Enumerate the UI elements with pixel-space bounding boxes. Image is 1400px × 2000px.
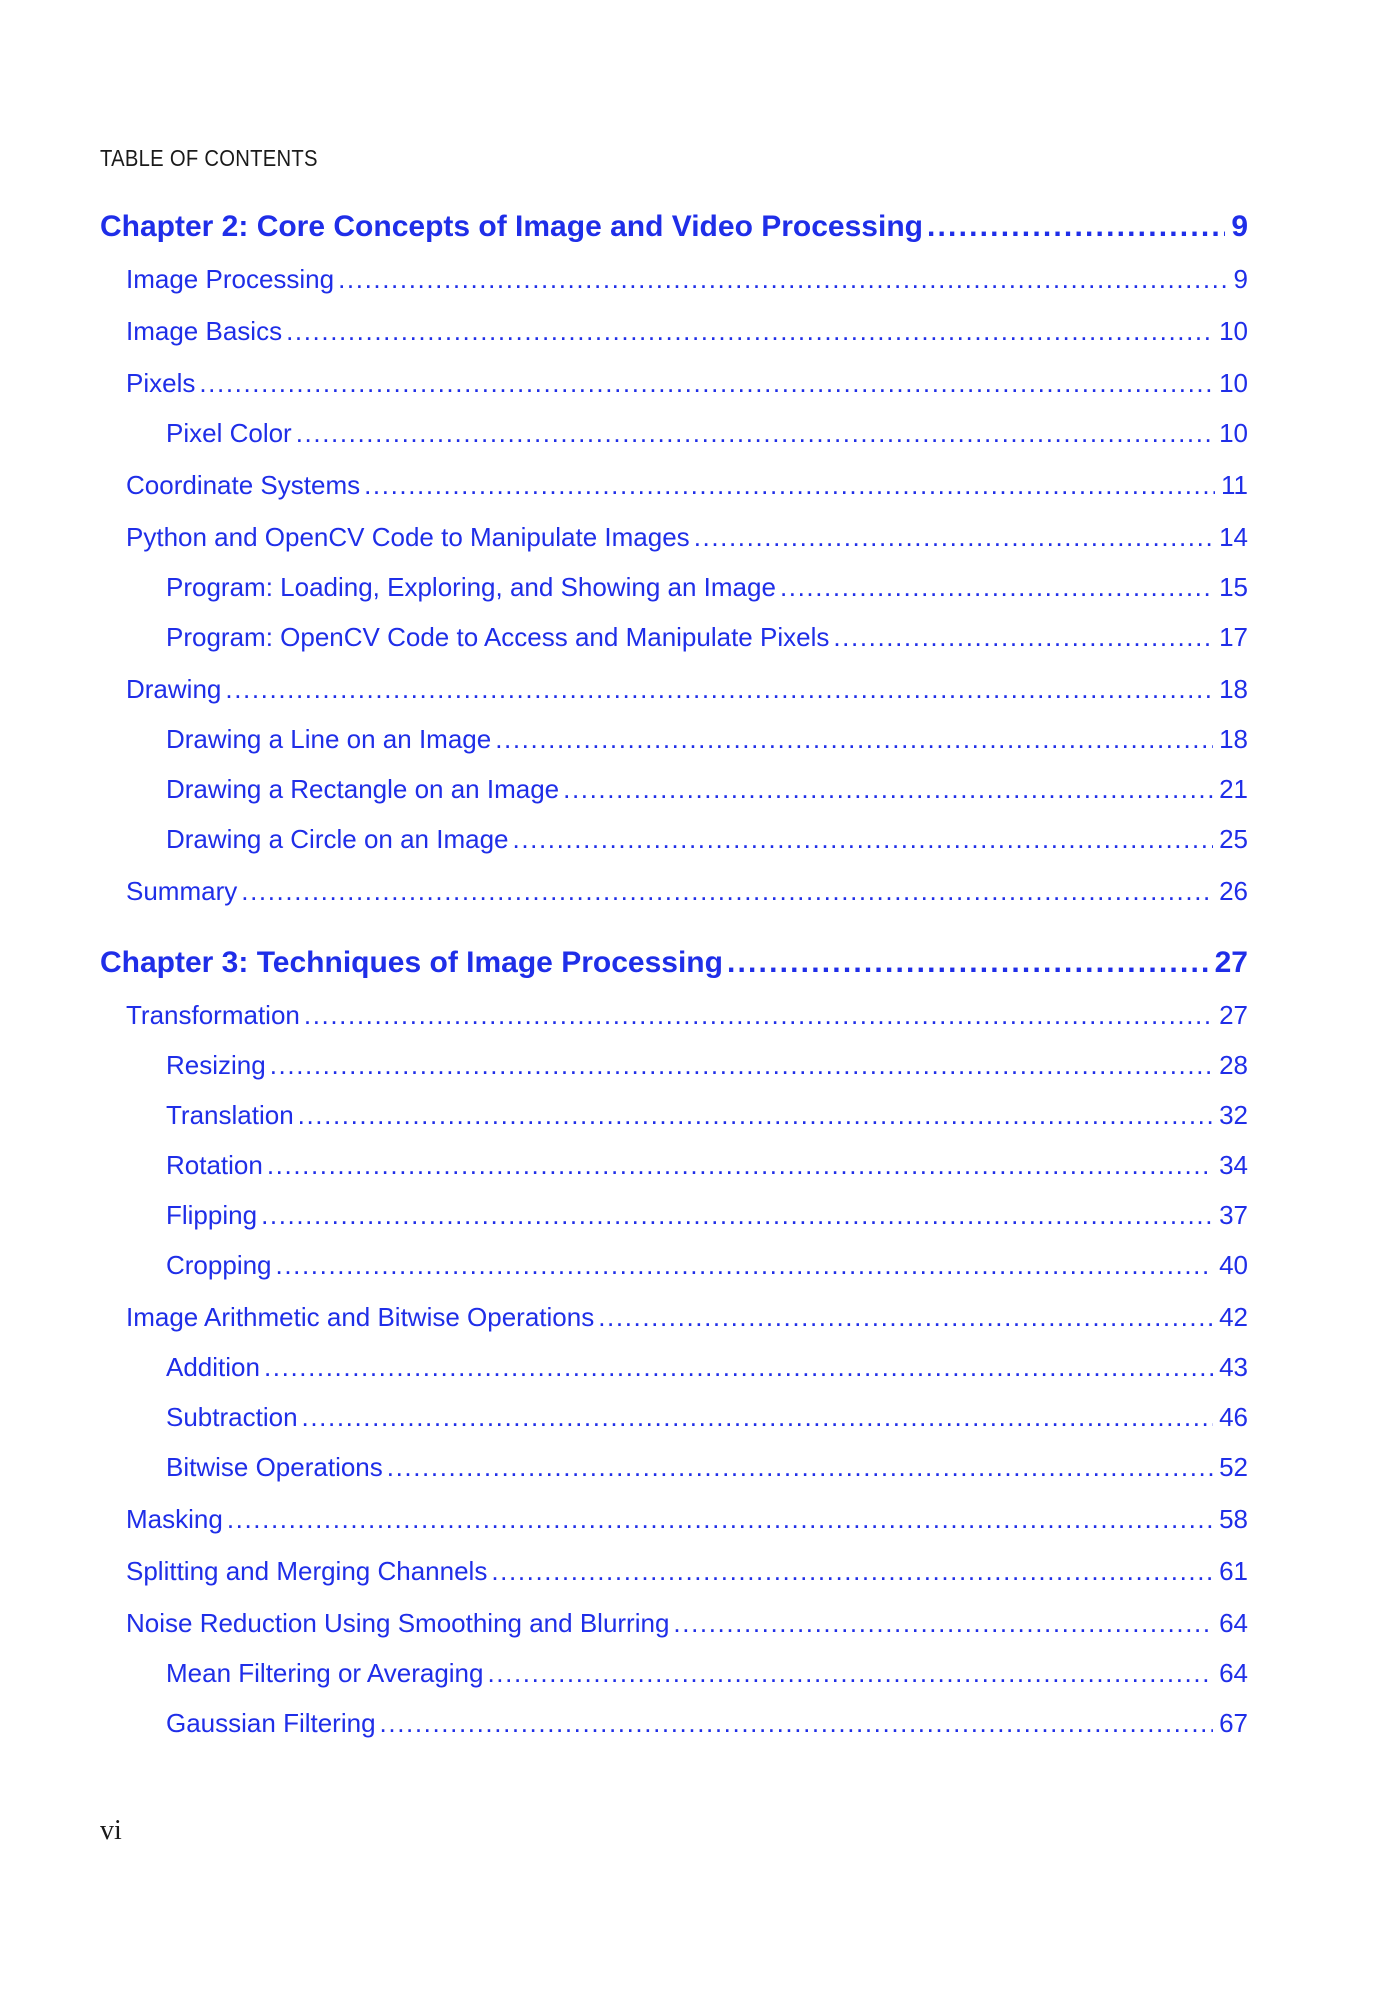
toc-entry-title: Rotation — [166, 1150, 263, 1180]
toc-section-entry[interactable] — [126, 264, 1248, 295]
toc-entry-page-number: 40 — [1219, 1250, 1248, 1280]
toc-entry-title: Chapter 3: Techniques of Image Processing — [100, 946, 723, 979]
toc-entry-page-number: 18 — [1219, 674, 1248, 704]
toc-entry-title: Masking — [126, 1504, 223, 1534]
toc-section-entry[interactable] — [126, 1302, 1248, 1333]
toc-entry-title: Coordinate Systems — [126, 470, 361, 500]
toc-entry-page-number: 11 — [1221, 470, 1248, 500]
toc-section-entry[interactable] — [126, 674, 1248, 705]
toc-entry-title: Python and OpenCV Code to Manipulate Images — [126, 522, 690, 552]
dot-leader — [598, 1302, 1213, 1333]
toc-subsection-entry[interactable] — [166, 1250, 1248, 1281]
dot-leader — [727, 946, 1209, 980]
toc-entry-page-number: 26 — [1219, 876, 1248, 906]
dot-leader — [227, 1504, 1213, 1535]
toc-subsection-entry[interactable] — [166, 1452, 1248, 1483]
dot-leader — [264, 1352, 1213, 1383]
toc-entry-title: Noise Reduction Using Smoothing and Blurring — [126, 1608, 670, 1638]
running-head: TABLE OF CONTENTS — [100, 145, 318, 171]
toc-section-entry[interactable] — [126, 1000, 1248, 1031]
dot-leader — [563, 774, 1213, 805]
toc-entry-title: Drawing a Rectangle on an Image — [166, 774, 560, 804]
toc-entry-page-number: 64 — [1219, 1658, 1248, 1688]
toc-entry-title: Resizing — [166, 1050, 266, 1080]
toc-entry-page-number: 64 — [1219, 1608, 1248, 1638]
toc-subsection-entry[interactable] — [166, 824, 1248, 855]
dot-leader — [380, 1708, 1214, 1739]
dot-leader — [513, 824, 1214, 855]
toc-entry-page-number: 58 — [1219, 1504, 1248, 1534]
toc-section-entry[interactable] — [126, 1608, 1248, 1639]
dot-leader — [225, 674, 1213, 705]
dot-leader — [673, 1608, 1213, 1639]
toc-subsection-entry[interactable] — [166, 1100, 1248, 1131]
dot-leader — [495, 724, 1213, 755]
toc-entry-page-number: 10 — [1219, 368, 1248, 398]
toc-entry-page-number: 32 — [1219, 1100, 1248, 1130]
dot-leader — [302, 1402, 1214, 1433]
toc-entry-page-number: 46 — [1219, 1402, 1248, 1432]
toc-entry-title: Flipping — [166, 1200, 258, 1230]
toc-entry-title: Program: Loading, Exploring, and Showing an Image — [166, 572, 776, 602]
dot-leader — [304, 1000, 1213, 1031]
toc-section-entry[interactable] — [126, 316, 1248, 347]
toc-entry-title: Gaussian Filtering — [166, 1708, 376, 1738]
toc-subsection-entry[interactable] — [166, 1658, 1248, 1689]
toc-entry-page-number: 67 — [1219, 1708, 1248, 1738]
toc-subsection-entry[interactable] — [166, 1050, 1248, 1081]
toc-subsection-entry[interactable] — [166, 1150, 1248, 1181]
toc-entry-title: Transformation — [126, 1000, 300, 1030]
toc-section-entry[interactable] — [126, 470, 1248, 501]
dot-leader — [833, 622, 1213, 653]
toc-subsection-entry[interactable] — [166, 622, 1248, 653]
toc-entry-title: Drawing — [126, 674, 222, 704]
toc-entry-title: Chapter 2: Core Concepts of Image and Video Processing — [100, 210, 923, 243]
toc-entry-page-number: 9 — [1233, 264, 1248, 294]
toc-entry-title: Splitting and Merging Channels — [126, 1556, 488, 1586]
dot-leader — [298, 1100, 1213, 1131]
toc-entry-page-number: 43 — [1219, 1352, 1248, 1382]
toc-entry-page-number: 15 — [1219, 572, 1248, 602]
toc-entry-title: Pixels — [126, 368, 196, 398]
dot-leader — [491, 1556, 1213, 1587]
dot-leader — [261, 1200, 1213, 1231]
dot-leader — [927, 210, 1225, 244]
dot-leader — [296, 418, 1213, 449]
dot-leader — [338, 264, 1227, 295]
dot-leader — [241, 876, 1213, 907]
toc-section-entry[interactable] — [126, 1504, 1248, 1535]
toc-subsection-entry[interactable] — [166, 572, 1248, 603]
toc-entry-page-number: 52 — [1219, 1452, 1248, 1482]
toc-entry-title: Drawing a Line on an Image — [166, 724, 492, 754]
toc-entry-title: Mean Filtering or Averaging — [166, 1658, 484, 1688]
toc-entry-page-number: 21 — [1219, 774, 1248, 804]
dot-leader — [364, 470, 1215, 501]
dot-leader — [387, 1452, 1213, 1483]
toc-entry-title: Summary — [126, 876, 238, 906]
toc-entry-title: Addition — [166, 1352, 260, 1382]
toc-subsection-entry[interactable] — [166, 724, 1248, 755]
toc-entry-page-number: 34 — [1219, 1150, 1248, 1180]
toc-entry-title: Cropping — [166, 1250, 272, 1280]
dot-leader — [487, 1658, 1213, 1689]
toc-subsection-entry[interactable] — [166, 1708, 1248, 1739]
dot-leader — [199, 368, 1213, 399]
toc-section-entry[interactable] — [126, 522, 1248, 553]
toc-entry-title: Pixel Color — [166, 418, 292, 448]
toc-entry-page-number: 27 — [1219, 1000, 1248, 1030]
toc-entry-title: Image Processing — [126, 264, 335, 294]
dot-leader — [270, 1050, 1213, 1081]
dot-leader — [694, 522, 1213, 553]
toc-subsection-entry[interactable] — [166, 774, 1248, 805]
toc-entry-title: Program: OpenCV Code to Access and Manipulate Pixels — [166, 622, 830, 652]
toc-section-entry[interactable] — [126, 368, 1248, 399]
toc-entry-title: Drawing a Circle on an Image — [166, 824, 509, 854]
toc-chapter-entry[interactable] — [100, 946, 1248, 980]
toc-entry-page-number: 61 — [1219, 1556, 1248, 1586]
toc-entry-page-number: 28 — [1219, 1050, 1248, 1080]
toc-entry-page-number: 42 — [1219, 1302, 1248, 1332]
dot-leader — [286, 316, 1213, 347]
toc-entry-title: Subtraction — [166, 1402, 298, 1432]
page-number-footer: vi — [100, 1815, 122, 1846]
toc-subsection-entry[interactable] — [166, 1200, 1248, 1231]
toc-entry-page-number: 10 — [1219, 316, 1248, 346]
dot-leader — [276, 1250, 1214, 1281]
toc-entry-page-number: 25 — [1219, 824, 1248, 854]
dot-leader — [267, 1150, 1213, 1181]
toc-section-entry[interactable] — [126, 876, 1248, 907]
toc-entry-page-number: 37 — [1219, 1200, 1248, 1230]
toc-entry-page-number: 17 — [1219, 622, 1248, 652]
toc-chapter-entry[interactable] — [100, 210, 1248, 244]
toc-section-entry[interactable] — [126, 1556, 1248, 1587]
toc-subsection-entry[interactable] — [166, 1352, 1248, 1383]
toc-entry-page-number: 9 — [1231, 210, 1248, 243]
toc-entry-title: Image Basics — [126, 316, 283, 346]
toc-subsection-entry[interactable] — [166, 1402, 1248, 1433]
toc-subsection-entry[interactable] — [166, 418, 1248, 449]
toc-entry-page-number: 14 — [1219, 522, 1248, 552]
dot-leader — [780, 572, 1213, 603]
toc-entry-page-number: 18 — [1219, 724, 1248, 754]
toc-entry-title: Translation — [166, 1100, 294, 1130]
toc-entry-page-number: 27 — [1214, 946, 1248, 979]
toc-entry-page-number: 10 — [1219, 418, 1248, 448]
toc-entry-title: Bitwise Operations — [166, 1452, 383, 1482]
toc-entry-title: Image Arithmetic and Bitwise Operations — [126, 1302, 595, 1332]
